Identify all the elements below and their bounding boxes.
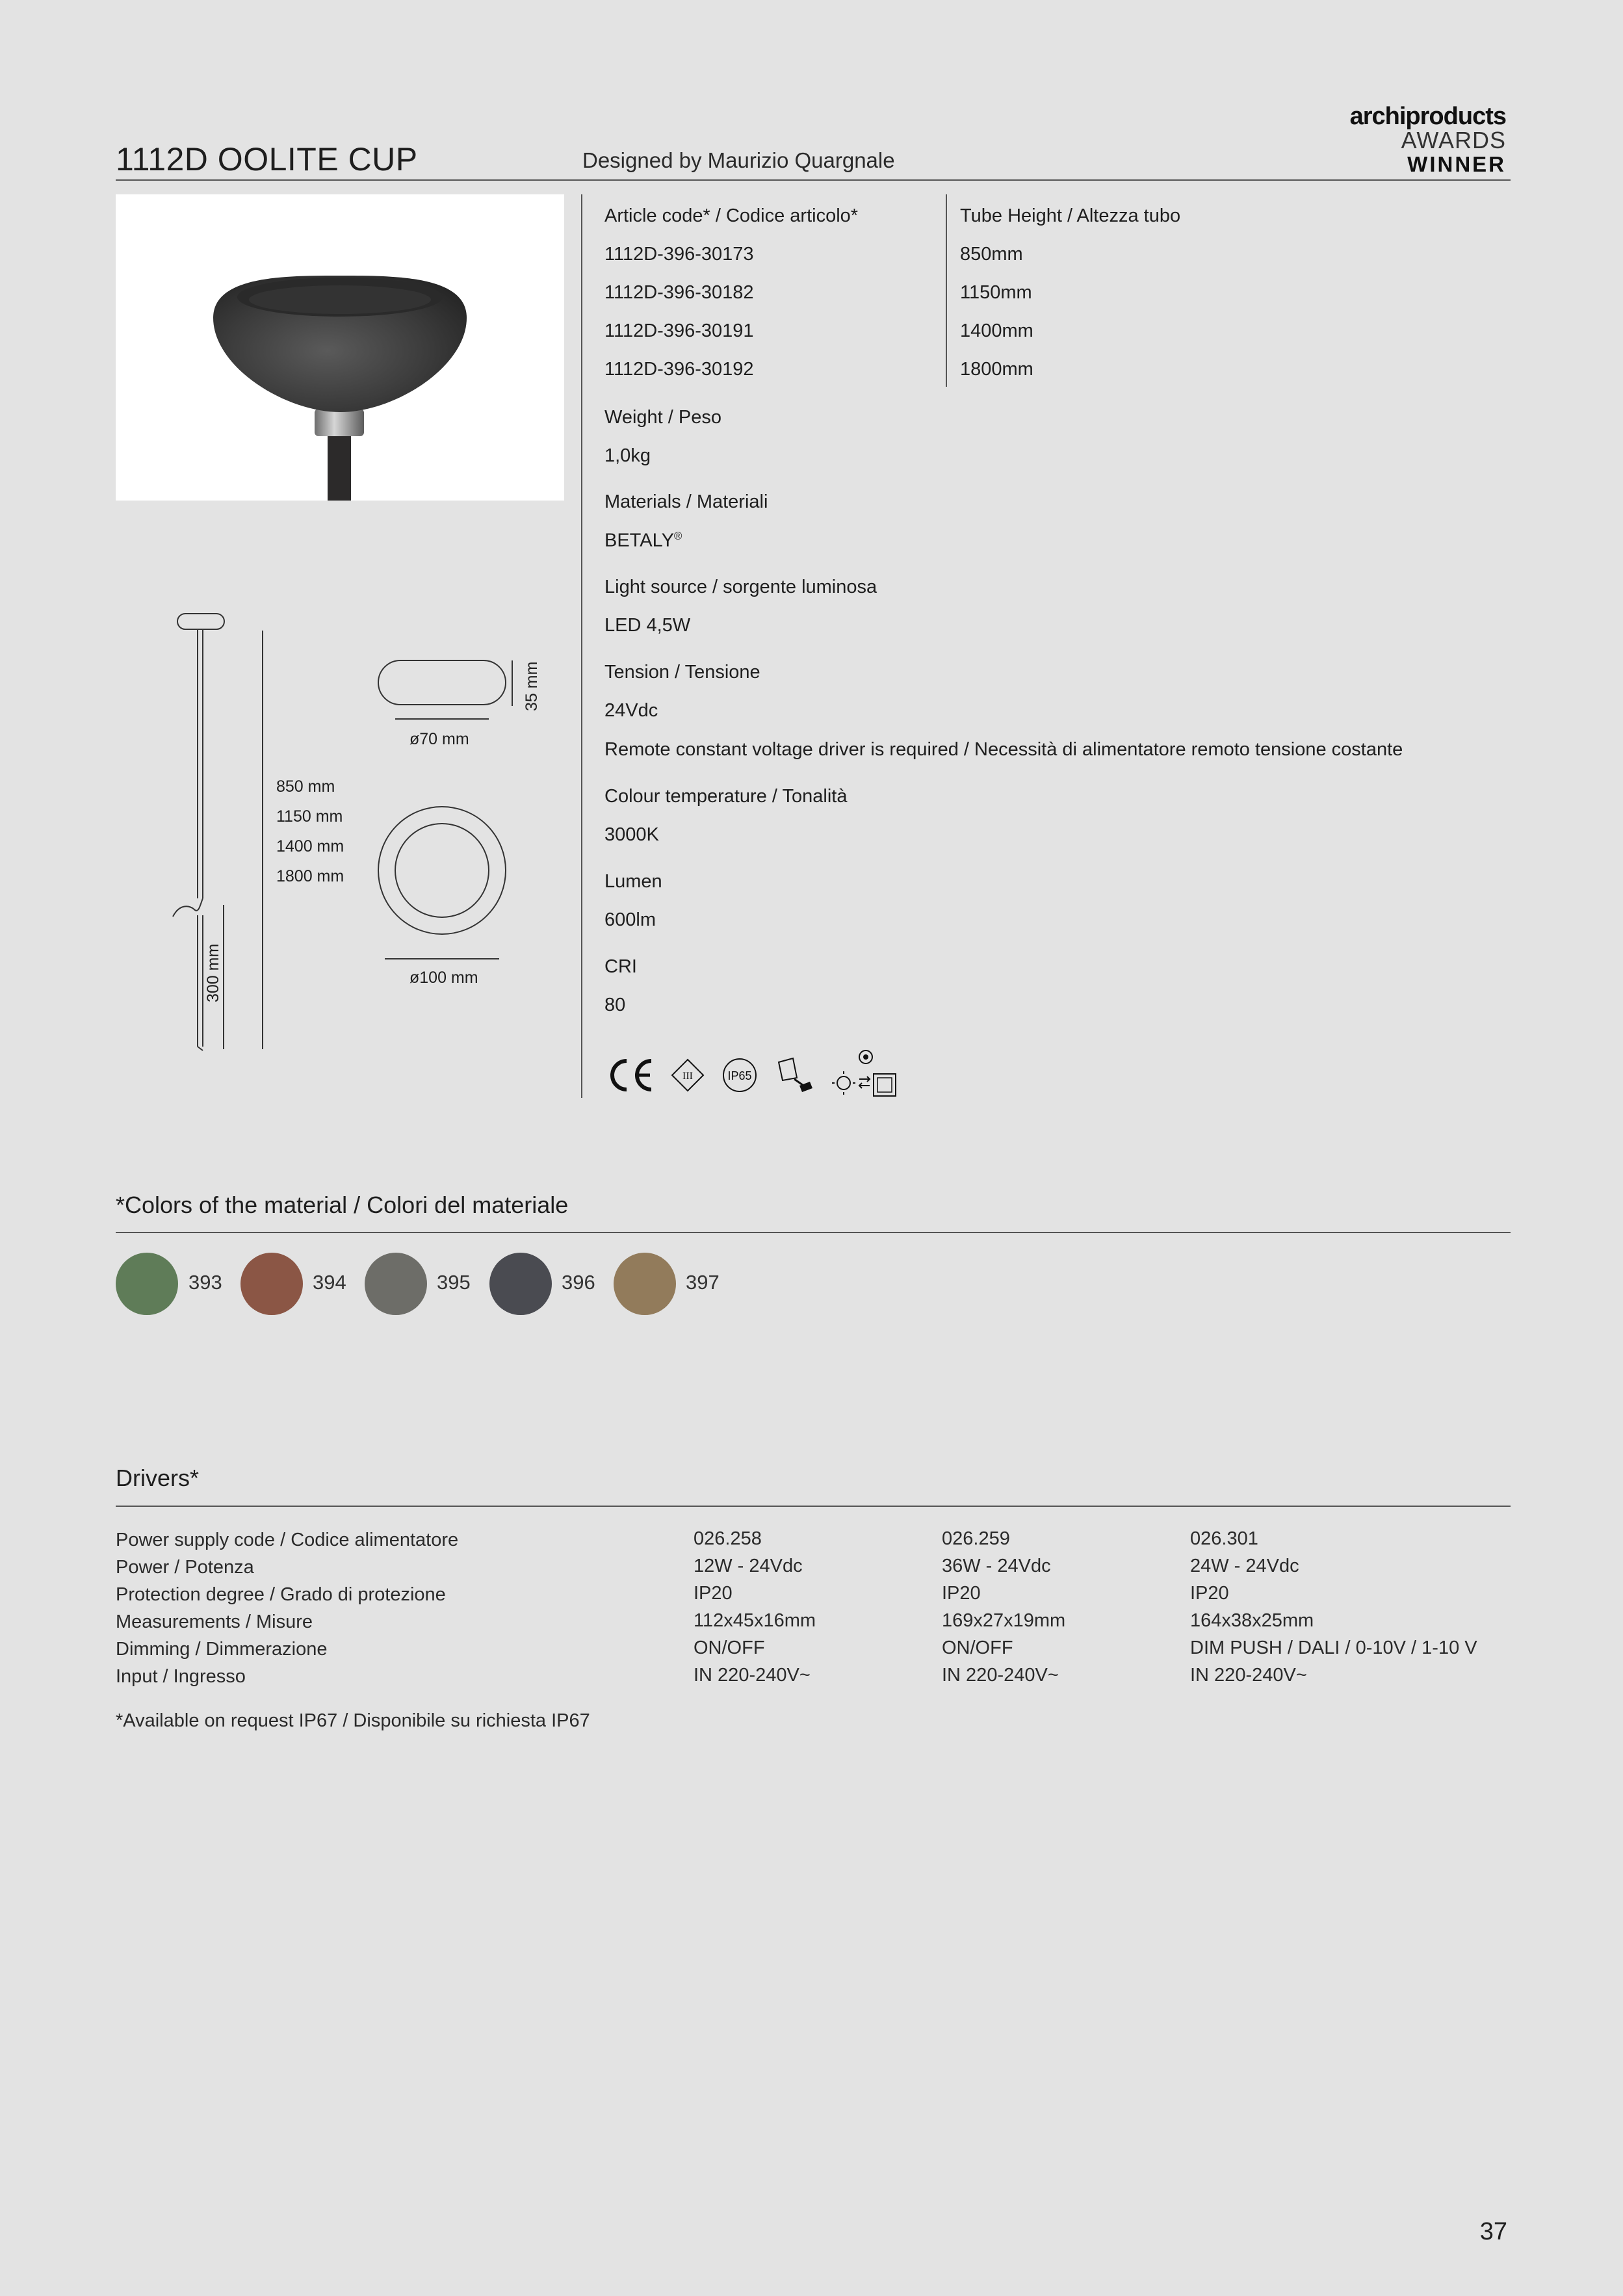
article-code: 1112D-396-30173 [604, 244, 754, 265]
driver-cell: 026.301 [1190, 1528, 1258, 1549]
tube-height: 1800mm [960, 359, 1033, 380]
tension-label: Tension / Tensione [604, 662, 760, 683]
driver-cell: 164x38x25mm [1190, 1610, 1314, 1631]
driver-cell: 12W - 24Vdc [694, 1556, 803, 1576]
header-divider [116, 179, 1511, 181]
driver-row-label: Input / Ingresso [116, 1666, 246, 1687]
color-swatch-397 [614, 1253, 676, 1315]
table-divider [946, 194, 947, 387]
height-850: 850 mm [276, 777, 335, 796]
base-height-label: 300 mm [204, 943, 222, 1002]
driver-cell: DIM PUSH / DALI / 0-10V / 1-10 V [1190, 1637, 1477, 1658]
light-source-label: Light source / sorgente luminosa [604, 577, 877, 597]
driver-cell: ON/OFF [694, 1637, 765, 1658]
driver-row-labels [116, 1526, 458, 1690]
product-photo [116, 194, 564, 501]
award-logo [1350, 104, 1506, 175]
adjustable-head-icon [775, 1056, 814, 1098]
color-code: 393 [188, 1271, 222, 1294]
color-swatch-393 [116, 1253, 178, 1315]
color-code: 394 [313, 1271, 346, 1294]
tube-height: 1400mm [960, 320, 1033, 341]
ip65-text: IP65 [727, 1069, 752, 1082]
materials-name: BETALY [604, 530, 674, 551]
colors-title: *Colors of the material / Colori del materiale [116, 1192, 569, 1218]
product-title: 1112D OOLITE CUP [116, 141, 418, 177]
award-line: AWARDS [1401, 127, 1506, 153]
colour-temp-value: 3000K [604, 824, 659, 845]
driver-cell: 026.258 [694, 1528, 762, 1549]
class-iii-text: III [682, 1071, 693, 1082]
materials-label: Materials / Materiali [604, 491, 768, 512]
ip65-icon [721, 1057, 758, 1097]
designer-credit: Designed by Maurizio Quargnale [582, 148, 895, 172]
cup-height-label: 35 mm [523, 661, 541, 711]
cup-diameter-70: ø70 mm [409, 730, 469, 748]
driver-note: Remote constant voltage driver is required / Necessità di alimentatore remoto tensione costante [604, 739, 1403, 760]
article-code-header: Article code* / Codice articolo* [604, 205, 859, 226]
weight-label: Weight / Peso [604, 407, 722, 428]
color-swatch-394 [240, 1253, 303, 1315]
colour-temp-label: Colour temperature / Tonalità [604, 786, 848, 807]
color-code: 397 [686, 1271, 720, 1294]
registered-mark: ® [673, 530, 682, 542]
lumen-label: Lumen [604, 871, 662, 892]
driver-cell: IP20 [942, 1583, 981, 1604]
driver-cell: 24W - 24Vdc [1190, 1556, 1299, 1576]
driver-row-label: Power supply code / Codice alimentatore [116, 1530, 459, 1550]
color-code: 395 [437, 1271, 471, 1294]
colors-divider [116, 1232, 1511, 1233]
award-brand: archiproducts [1349, 103, 1506, 130]
cri-value: 80 [604, 995, 626, 1015]
article-code: 1112D-396-30192 [604, 359, 754, 380]
driver-cell: ON/OFF [942, 1637, 1013, 1658]
driver-column-026258 [694, 1525, 816, 1689]
materials-value [604, 530, 682, 552]
color-code: 396 [562, 1271, 595, 1294]
driver-row-label: Power / Potenza [116, 1557, 254, 1578]
drivers-footnote: *Available on request IP67 / Disponibile su richiesta IP67 [116, 1710, 590, 1731]
height-1800: 1800 mm [276, 867, 344, 885]
page-number: 37 [1479, 2218, 1507, 2245]
tube-height-header: Tube Height / Altezza tubo [960, 205, 1181, 226]
lumen-value: 600lm [604, 909, 656, 930]
color-swatch-396 [489, 1253, 552, 1315]
tension-value: 24Vdc [604, 700, 658, 721]
driver-cell: IN 220-240V~ [942, 1665, 1059, 1686]
class-iii-icon [669, 1057, 706, 1097]
driver-cell: 026.259 [942, 1528, 1010, 1549]
driver-cell: 112x45x16mm [694, 1610, 816, 1631]
tube-height: 1150mm [960, 282, 1032, 303]
driver-row-label: Dimming / Dimmerazione [116, 1639, 328, 1660]
weight-value: 1,0kg [604, 445, 651, 466]
certification-icons [604, 1049, 910, 1101]
driver-row-label: Measurements / Misure [116, 1611, 313, 1632]
drivers-divider [116, 1506, 1511, 1507]
article-code: 1112D-396-30182 [604, 282, 754, 303]
led-driver-icon [832, 1049, 903, 1104]
driver-cell: 169x27x19mm [942, 1610, 1066, 1631]
cri-label: CRI [604, 956, 637, 977]
ce-mark-icon [604, 1049, 656, 1104]
height-1400: 1400 mm [276, 837, 344, 855]
tube-height: 850mm [960, 244, 1023, 265]
award-winner: WINNER [1407, 152, 1506, 176]
driver-cell: 36W - 24Vdc [942, 1556, 1051, 1576]
cup-diameter-100: ø100 mm [409, 969, 478, 987]
height-1150: 1150 mm [276, 807, 343, 826]
driver-column-026301 [1190, 1525, 1477, 1689]
driver-cell: IN 220-240V~ [694, 1665, 811, 1686]
driver-column-026259 [942, 1525, 1065, 1689]
driver-cell: IP20 [1190, 1583, 1229, 1604]
article-code: 1112D-396-30191 [604, 320, 754, 341]
driver-cell: IN 220-240V~ [1190, 1665, 1307, 1686]
driver-cell: IP20 [694, 1583, 733, 1604]
drivers-title: Drivers* [116, 1465, 200, 1491]
color-swatch-395 [365, 1253, 427, 1315]
spec-divider [581, 194, 582, 1098]
driver-row-label: Protection degree / Grado di protezione [116, 1584, 446, 1605]
light-source-value: LED 4,5W [604, 615, 691, 636]
